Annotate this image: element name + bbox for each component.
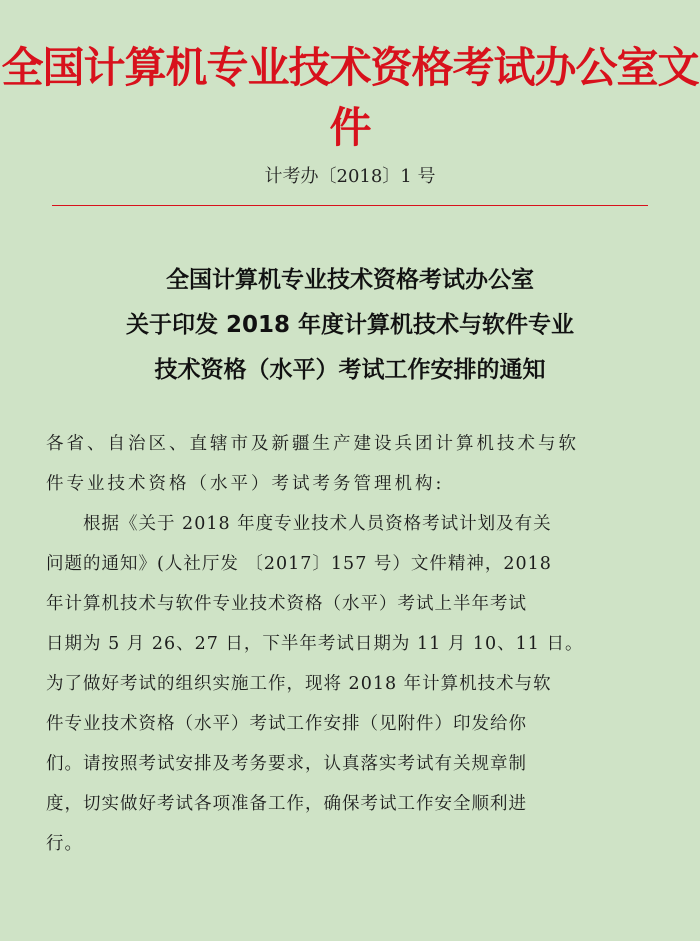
body-line: 行。 <box>46 834 83 854</box>
body-line: 为了做好考试的组织实施工作，现将 2018 年计算机技术与软 <box>46 674 552 694</box>
body-line: 们。请按照考试安排及考务要求，认真落实考试有关规章制 <box>46 754 527 774</box>
red-separator-line <box>52 205 648 206</box>
addressee-line: 各省、自治区、直辖市及新疆生产建设兵团计算机技术与软 <box>46 434 579 454</box>
body-line: 年计算机技术与软件专业技术资格（水平）考试上半年考试 <box>46 594 527 614</box>
body-line: 根据《关于 2018 年度专业技术人员资格考试计划及有关 <box>46 514 552 534</box>
document-masthead: 全国计算机专业技术资格考试办公室文件 <box>1 43 699 152</box>
title-line-3: 技术资格（水平）考试工作安排的通知 <box>154 357 546 383</box>
title-line-1: 全国计算机专业技术资格考试办公室 <box>166 267 534 293</box>
body-line: 日期为 5 月 26、27 日，下半年考试日期为 11 月 10、11 日。 <box>46 634 584 654</box>
document-number: 计考办〔2018〕1 号 <box>264 166 436 187</box>
body-line: 度，切实做好考试各项准备工作，确保考试工作安全顺利进 <box>46 794 527 814</box>
title-line-2: 关于印发 2018 年度计算机技术与软件专业 <box>125 312 575 338</box>
body-line: 件专业技术资格（水平）考试工作安排（见附件）印发给你 <box>46 714 527 734</box>
notice-title <box>0 258 700 393</box>
notice-body <box>46 424 656 864</box>
addressee-line: 件专业技术资格（水平）考试考务管理机构: <box>46 474 445 494</box>
body-line: 问题的通知》(人社厅发 〔2017〕157 号）文件精神，2018 <box>46 554 552 574</box>
